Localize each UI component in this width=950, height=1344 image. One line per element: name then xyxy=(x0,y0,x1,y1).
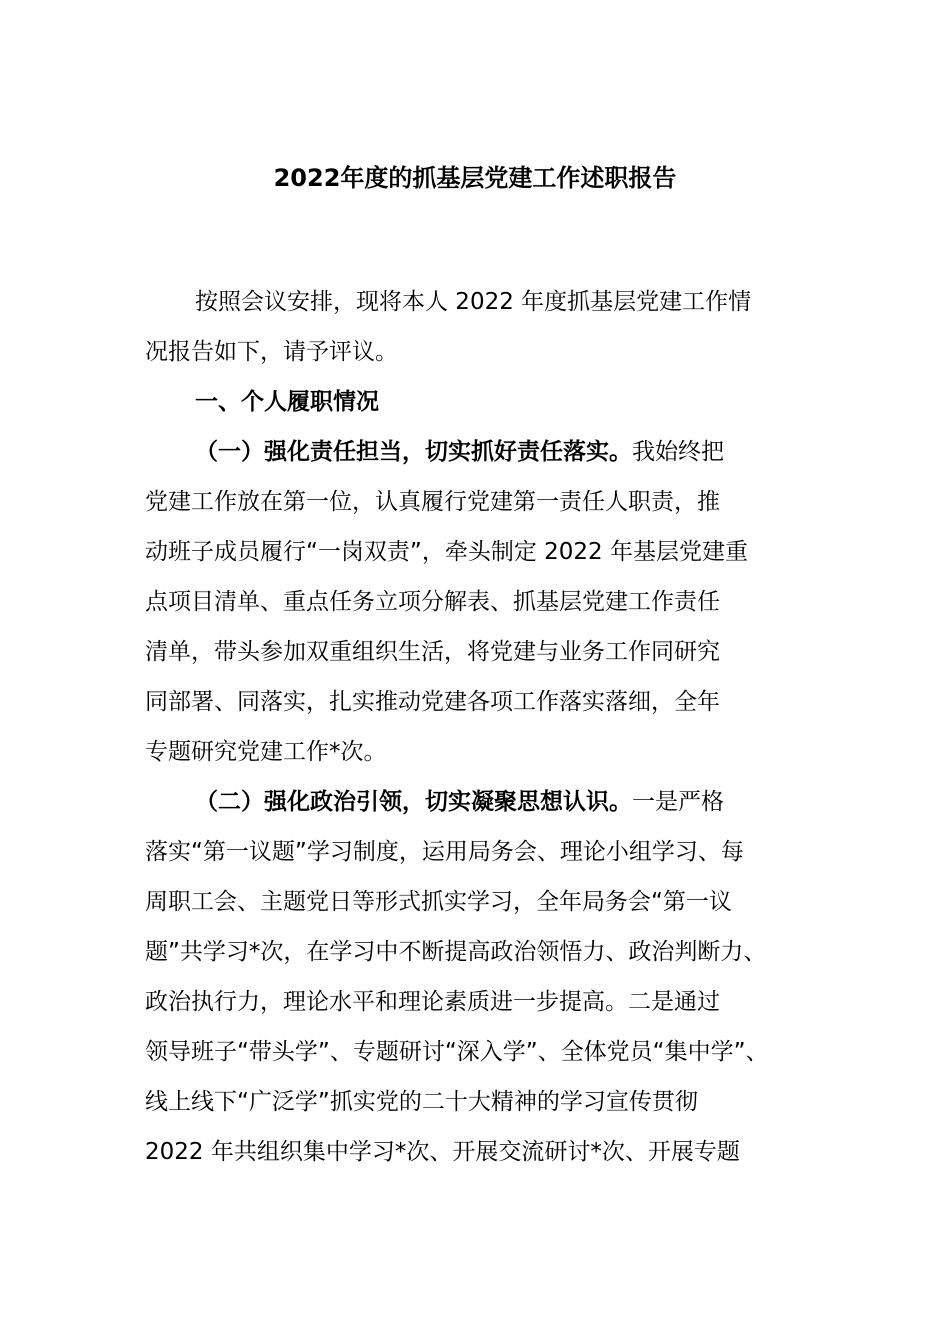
paragraph-line: 动班子成员履行“一岗双责”，牵头制定 2022 年基层党建重 xyxy=(145,539,748,565)
paragraph-line: 同部署、同落实，扎实推动党建各项工作落实落细，全年 xyxy=(145,689,720,715)
paragraph-line: 按照会议安排，现将本人 2022 年度抓基层党建工作情 xyxy=(195,289,752,315)
paragraph-line: 党建工作放在第一位，认真履行党建第一责任人职责，推 xyxy=(145,489,720,515)
paragraph-line: 况报告如下，请予评议。 xyxy=(145,339,398,365)
paragraph-line: 政治执行力，理论水平和理论素质进一步提高。二是通过 xyxy=(145,989,720,1015)
paragraph-text: 我始终把 xyxy=(632,439,724,465)
section-heading: 一、个人履职情况 xyxy=(195,389,379,415)
subsection-heading-line xyxy=(195,436,724,468)
paragraph-line: 线上线下“广泛学”抓实党的二十大精神的学习宣传贯彻 xyxy=(145,1089,698,1115)
paragraph-line: 专题研究党建工作*次。 xyxy=(145,739,387,765)
paragraph-line: 落实“第一议题”学习制度，运用局务会、理论小组学习、每 xyxy=(145,839,744,865)
subsection-heading-line xyxy=(195,786,724,818)
subsection-heading: （一）强化责任担当，切实抓好责任落实。 xyxy=(195,439,632,465)
paragraph-line: 清单，带头参加双重组织生活，将党建与业务工作同研究 xyxy=(145,639,720,665)
paragraph-line: 2022 年共组织集中学习*次、开展交流研讨*次、开展专题 xyxy=(145,1139,740,1165)
paragraph-line: 点项目清单、重点任务立项分解表、抓基层党建工作责任 xyxy=(145,589,720,615)
document-title: 2022年度的抓基层党建工作述职报告 xyxy=(273,164,677,192)
paragraph-line: 领导班子“带头学”、专题研讨“深入学”、全体党员“集中学”、 xyxy=(145,1039,769,1065)
paragraph-line: 周职工会、主题党日等形式抓实学习，全年局务会“第一议 xyxy=(145,889,732,915)
subsection-heading: （二）强化政治引领，切实凝聚思想认识。 xyxy=(195,789,632,815)
paragraph-text: 一是严格 xyxy=(632,789,724,815)
paragraph-line: 题”共学习*次，在学习中不断提高政治领悟力、政治判断力、 xyxy=(145,939,767,965)
